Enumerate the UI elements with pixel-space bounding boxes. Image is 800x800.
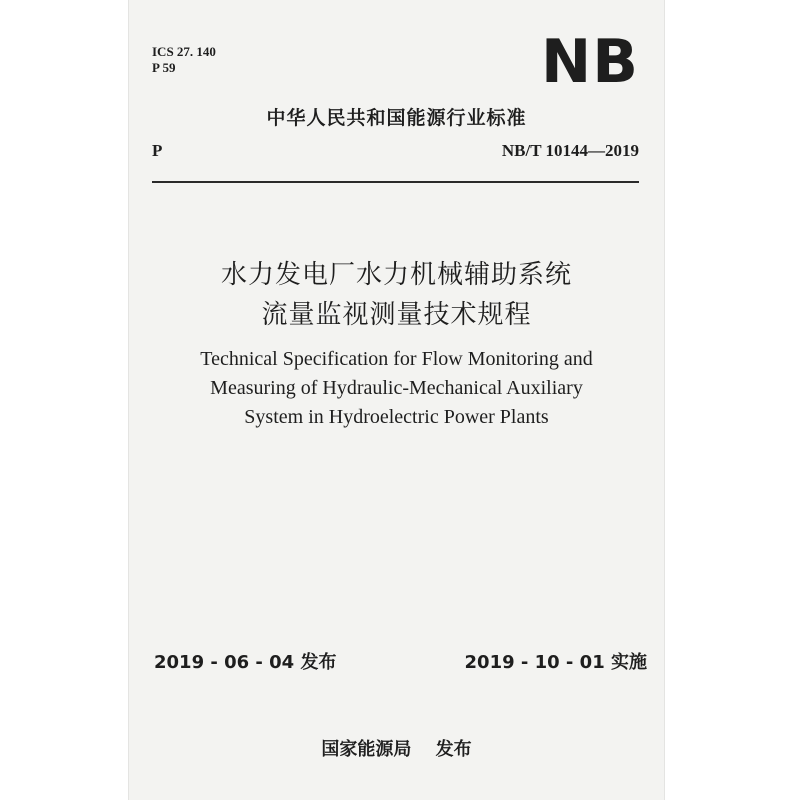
title-en-line-3: System in Hydroelectric Power Plants: [244, 406, 549, 428]
issue-date: 2019 - 06 - 04 发布: [154, 652, 337, 673]
title-en-line-1: Technical Specification for Flow Monitoring and: [200, 348, 593, 370]
title-en-line-2: Measuring of Hydraulic-Mechanical Auxiliary: [210, 377, 583, 399]
title-cn-line-1: 水力发电厂水力机械辅助系统: [220, 260, 572, 290]
title-cn-line-2: 流量监视测量技术规程: [261, 300, 532, 330]
header-divider: [152, 181, 639, 183]
standard-type-heading: 中华人民共和国能源行业标准: [266, 107, 527, 129]
category-letter: P: [152, 141, 163, 160]
publisher: 国家能源局 发布: [321, 739, 472, 760]
ics-classification: [152, 44, 216, 76]
title-english: [128, 345, 665, 432]
book-cover: [128, 0, 665, 800]
standard-number: NB/T 10144—2019: [501, 141, 639, 160]
implementation-date: 2019 - 10 - 01 实施: [464, 652, 647, 673]
nb-logo: NB: [541, 27, 639, 97]
classification-code: P 59: [152, 60, 176, 75]
title-chinese: [128, 255, 665, 335]
ics-code: ICS 27. 140: [152, 44, 216, 59]
